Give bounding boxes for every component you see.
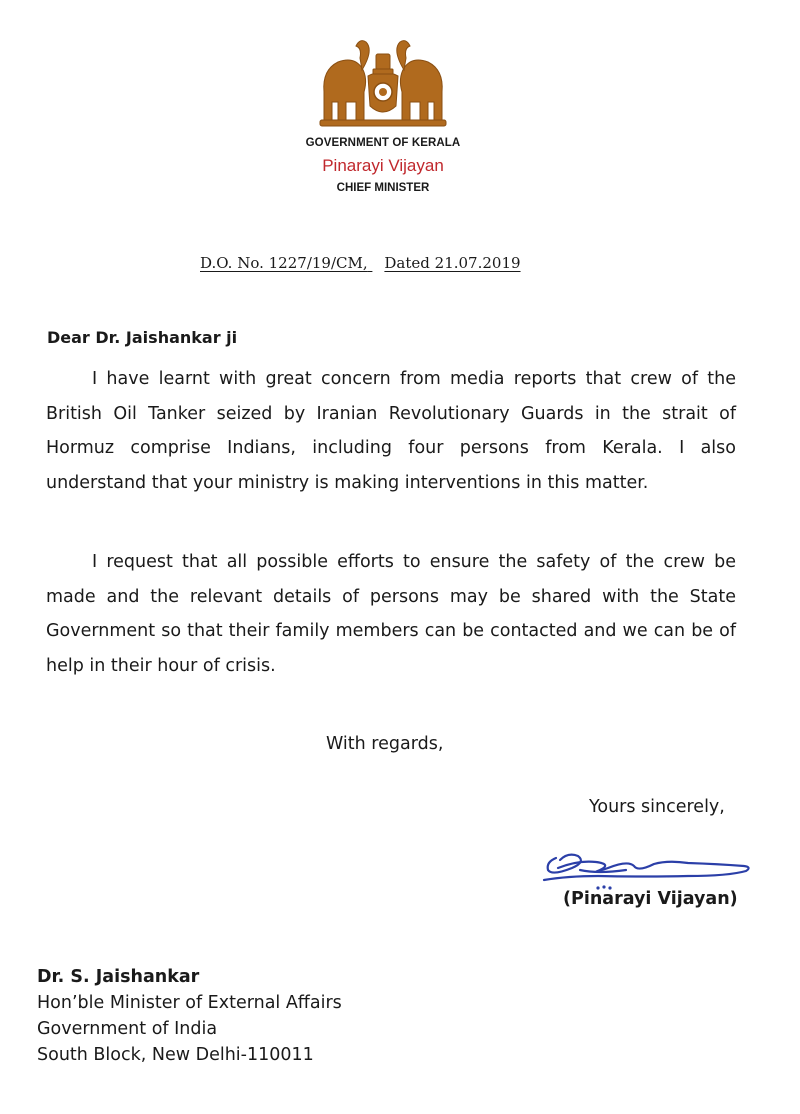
signatory-name: (Pinarayi Vijayan) — [563, 889, 738, 909]
closing-regards: With regards, — [326, 734, 444, 754]
handwritten-signature-icon — [538, 846, 756, 894]
government-label: GOVERNMENT OF KERALA — [305, 137, 461, 149]
addressee-designation: Hon’ble Minister of External Affairs — [37, 993, 342, 1013]
addressee-address: South Block, New Delhi-110011 — [37, 1045, 314, 1065]
addressee-organization: Government of India — [37, 1019, 218, 1039]
body-paragraph-2: I request that all possible efforts to ensure the safety of the crew be made and the relevant details of persons may be shared with the State Government so that their family members can be contacted and we can be of help in their hour of crisis. — [46, 552, 736, 676]
kerala-state-emblem-icon — [316, 40, 450, 128]
reference-date: Dated 21.07.2019 — [384, 254, 521, 272]
addressee-name: Dr. S. Jaishankar — [37, 967, 200, 987]
reference-line — [200, 254, 521, 272]
salutation: Dear Dr. Jaishankar ji — [47, 328, 238, 347]
addressee-block — [37, 964, 342, 1068]
sign-off: Yours sincerely, — [589, 797, 725, 817]
body-paragraph-1: I have learnt with great concern from media reports that crew of the British Oil Tanker seized by Iranian Revolutionary Guards in the strait of Hormuz comprise Indians, including four persons from Kerala. I also understand that your ministry is making interventions in this matter. — [46, 369, 736, 493]
chief-minister-name: Pinarayi Vijayan — [322, 156, 444, 175]
chief-minister-title: CHIEF MINISTER — [336, 182, 430, 194]
reference-number: D.O. No. 1227/19/CM, — [200, 254, 368, 272]
